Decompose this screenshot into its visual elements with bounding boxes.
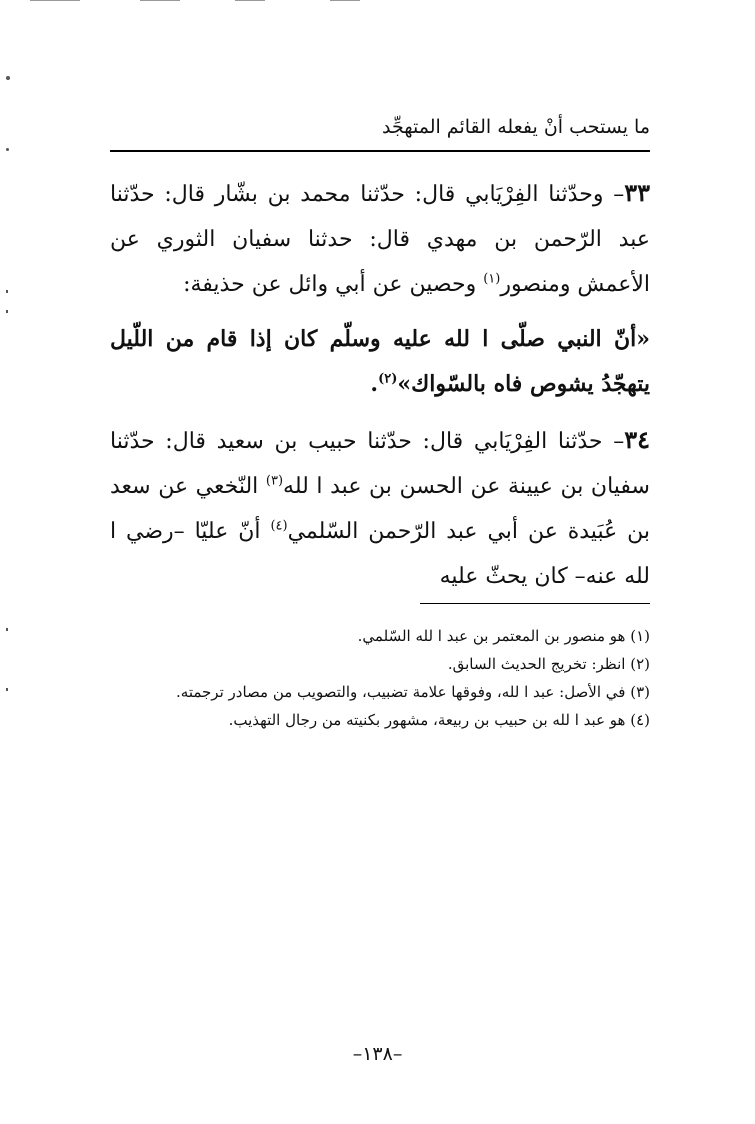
running-header [110,112,650,142]
hadith-33-text-1: – وحدّثنا الفِرْيَابي قال: حدّثنا محمد بن بشّار قال: حدّثنا عبد الرّحمن بن مهدي قال: حدثنا سفيان الثوري عن الأعمش ومنصور [110,182,650,297]
page-number: –١٣٨– [352,1043,403,1065]
footnote-4: (٤) هو عبد ا لله بن حبيب بن ربيعة، مشهور بكنيته من رجال التهذيب. [228,711,650,729]
hadith-34-paragraph [110,417,650,599]
scan-left-mark-4 [6,310,8,313]
scan-left-mark-6 [6,688,8,691]
hadith-34-text-2: النّخعي عن سعد بن عُبَيدة عن أبي عبد الرّحمن السّلمي [110,474,651,544]
scan-left-mark-5 [6,628,8,631]
footnote-ref-2[interactable]: (٢) [378,371,398,387]
hadith-33-quote: «أنّ النبي صلّى ا لله عليه وسلّم كان إذا قام من اللّيل يتهجّدُ يشوص فاه بالسّواك» [110,326,650,397]
footnote-rule [420,603,650,604]
chapter-title: ما يستحب أنْ يفعله القائم المتهجِّد [381,116,650,138]
scan-top-line-3 [235,0,265,1]
scan-left-mark-3 [6,290,8,293]
hadith-33-paragraph [110,170,650,307]
hadith-34-text-1: – حدّثنا الفِرْيَابي قال: حدّثنا حبيب بن سعيد قال: حدّثنا سفيان بن عيينة عن الحسن بن عبد ا لله [110,429,650,499]
hadith-33-text-2: وحصين عن أبي وائل عن حذيفة: [183,272,484,297]
footnote-2: (٢) انظر: تخريج الحديث السابق. [447,655,650,673]
footnote-ref-1[interactable]: (١) [483,271,501,287]
hadith-33-quote-paragraph [110,317,650,407]
scan-left-mark-2 [6,148,9,151]
footnote-ref-3[interactable]: (٣) [265,473,284,489]
scan-top-line-2 [140,0,180,1]
footnote-ref-4[interactable]: (٤) [270,518,288,534]
hadith-34-number: ٣٤ [624,425,650,454]
footnote-3: (٣) في الأصل: عبد ا لله، وفوقها علامة تضبيب، والتصويب من مصادر ترجمته. [176,683,650,701]
scan-top-line-4 [330,0,360,1]
hadith-33-end: . [370,371,379,397]
footnote-1: (١) هو منصور بن المعتمر بن عبد ا لله السّلمي. [357,627,650,645]
scan-top-line-1 [30,0,80,1]
hadith-34-text-3: أنّ عليّا –رضي ا لله عنه– كان يحثّ عليه [110,519,650,589]
footnotes [110,622,650,734]
main-text [110,170,650,599]
header-rule [110,150,650,152]
hadith-33-number: ٣٣ [624,178,650,207]
scan-left-mark-1 [6,76,10,80]
